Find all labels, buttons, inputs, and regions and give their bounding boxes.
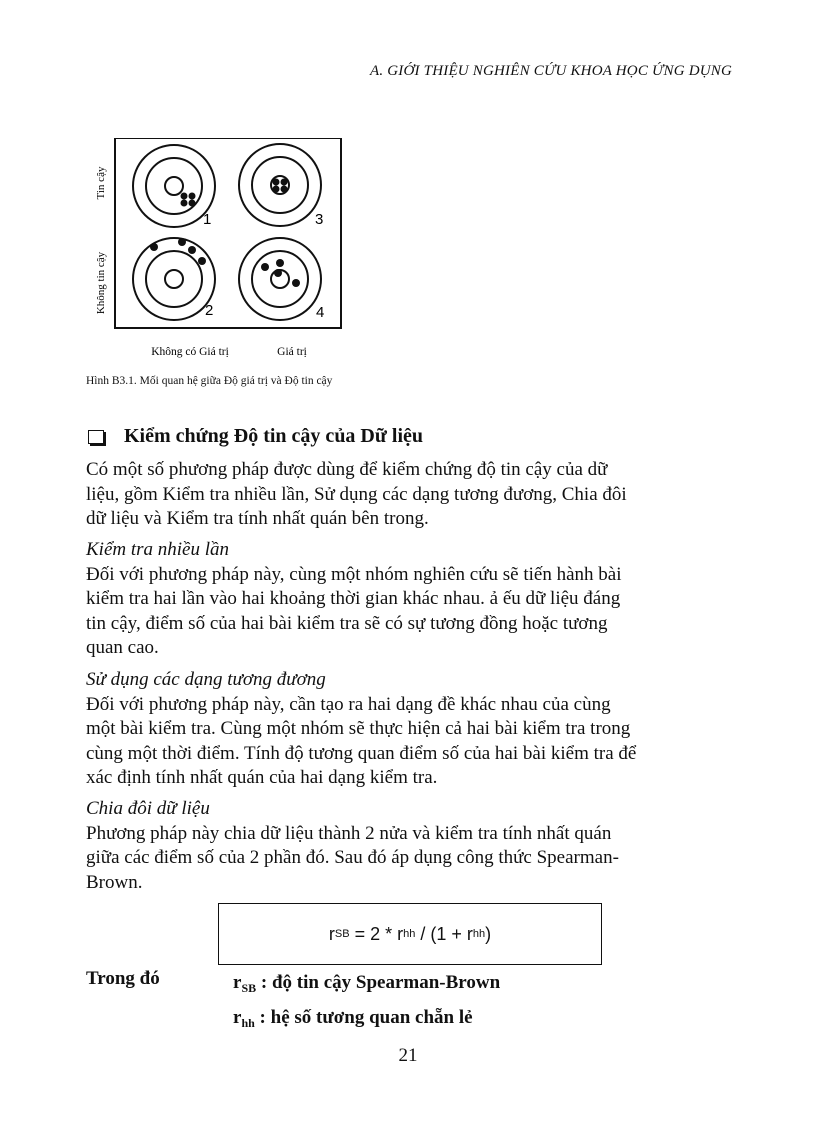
text-line: Đối với phương pháp này, cần tạo ra hai dạng đề khác nhau của cùng <box>86 693 611 715</box>
definition-symbol: r <box>233 972 242 993</box>
subsection-title: Kiểm tra nhiều lần <box>86 539 230 560</box>
spearman-brown-formula <box>218 903 602 965</box>
y-label-unreliable: Không tin cậy <box>95 251 107 315</box>
target-number-3: 3 <box>315 211 324 228</box>
text-line: liệu, gồm Kiểm tra nhiều lần, Sử dụng các dạng tương đương, Chia đôi <box>86 483 627 505</box>
subsection-split-half <box>86 797 736 895</box>
text-line: Có một số phương pháp được dùng để kiểm chứng độ tin cậy của dữ <box>86 459 608 480</box>
text-line: cùng một thời điểm. Tính độ tương quan điểm số của hai bài kiểm tra để <box>86 742 637 764</box>
definition-subscript: hh <box>241 1016 255 1030</box>
page-number: 21 <box>398 1045 418 1066</box>
x-label-invalid: Không có Giá trị <box>151 346 229 358</box>
subsection-repeat-test <box>86 538 736 661</box>
subsection-title: Chia đôi dữ liệu <box>86 798 210 819</box>
formula-operator: ) <box>485 923 492 944</box>
definition-rhh <box>233 1003 500 1038</box>
formula-symbol: r <box>397 923 404 944</box>
checkbox-bullet-icon <box>88 430 104 444</box>
target-number-2: 2 <box>205 302 214 319</box>
subsection-title: Sử dụng các dạng tương đương <box>86 669 326 690</box>
text-line: giữa các điểm số của 2 phần đó. Sau đó áp dụng công thức Spearman- <box>86 847 619 868</box>
validity-reliability-figure <box>82 138 342 368</box>
where-label: Trong đó <box>86 968 160 989</box>
where-definitions <box>233 968 500 1038</box>
target-diagram <box>82 138 342 368</box>
definition-rsb <box>233 968 500 1003</box>
text-line: Đối với phương pháp này, cùng một nhóm nghiên cứu sẽ tiến hành bài <box>86 563 622 585</box>
text-line: dữ liệu và Kiểm tra tính nhất quán bên trong. <box>86 508 429 529</box>
definition-subscript: SB <box>241 981 257 995</box>
text-line: xác định tính nhất quán của hai dạng kiểm tra. <box>86 767 438 788</box>
definition-symbol: r <box>233 1007 242 1028</box>
figure-frame <box>115 138 341 328</box>
target-number-1: 1 <box>203 211 212 228</box>
section-title: Kiểm chứng Độ tin cậy của Dữ liệu <box>124 425 423 447</box>
formula-subscript: hh <box>403 928 416 940</box>
target-number-4: 4 <box>316 304 325 321</box>
text-line: tin cậy, điểm số của hai bài kiểm tra sẽ có sự tương đồng hoặc tương <box>86 612 608 634</box>
formula-operator: = 2 * <box>349 923 398 944</box>
section-heading <box>88 425 423 448</box>
text-line: Phương pháp này chia dữ liệu thành 2 nửa và kiểm tra tính nhất quán <box>86 822 612 844</box>
intro-paragraph <box>86 458 736 532</box>
figure-caption: Hình B3.1. Mối quan hệ giữa Độ giá trị và Độ tin cậy <box>86 375 333 387</box>
formula-operator: / (1 + <box>415 923 467 944</box>
formula-symbol: r <box>328 923 335 944</box>
formula-symbol: r <box>466 923 473 944</box>
text-line: một bài kiểm tra. Cùng một nhóm sẽ thực hiện cả hai bài kiểm tra trong <box>86 718 631 739</box>
definition-text: : hệ số tương quan chẵn lẻ <box>254 1007 473 1028</box>
subsection-equivalent-forms <box>86 668 736 791</box>
formula-subscript: SB <box>334 928 350 940</box>
text-line: Brown. <box>86 871 143 893</box>
definition-text: : độ tin cậy Spearman-Brown <box>256 972 501 993</box>
formula-subscript: hh <box>472 928 486 940</box>
y-label-reliable: Tin cậy <box>95 166 107 200</box>
text-line: quan cao. <box>86 637 159 658</box>
running-header: A. GIỚI THIỆU NGHIÊN CỨU KHOA HỌC ỨNG DỤNG <box>370 63 732 79</box>
text-line: kiểm tra hai lần vào hai khoảng thời gian khác nhau. ả ếu dữ liệu đáng <box>86 588 621 609</box>
x-label-valid: Giá trị <box>277 346 307 358</box>
